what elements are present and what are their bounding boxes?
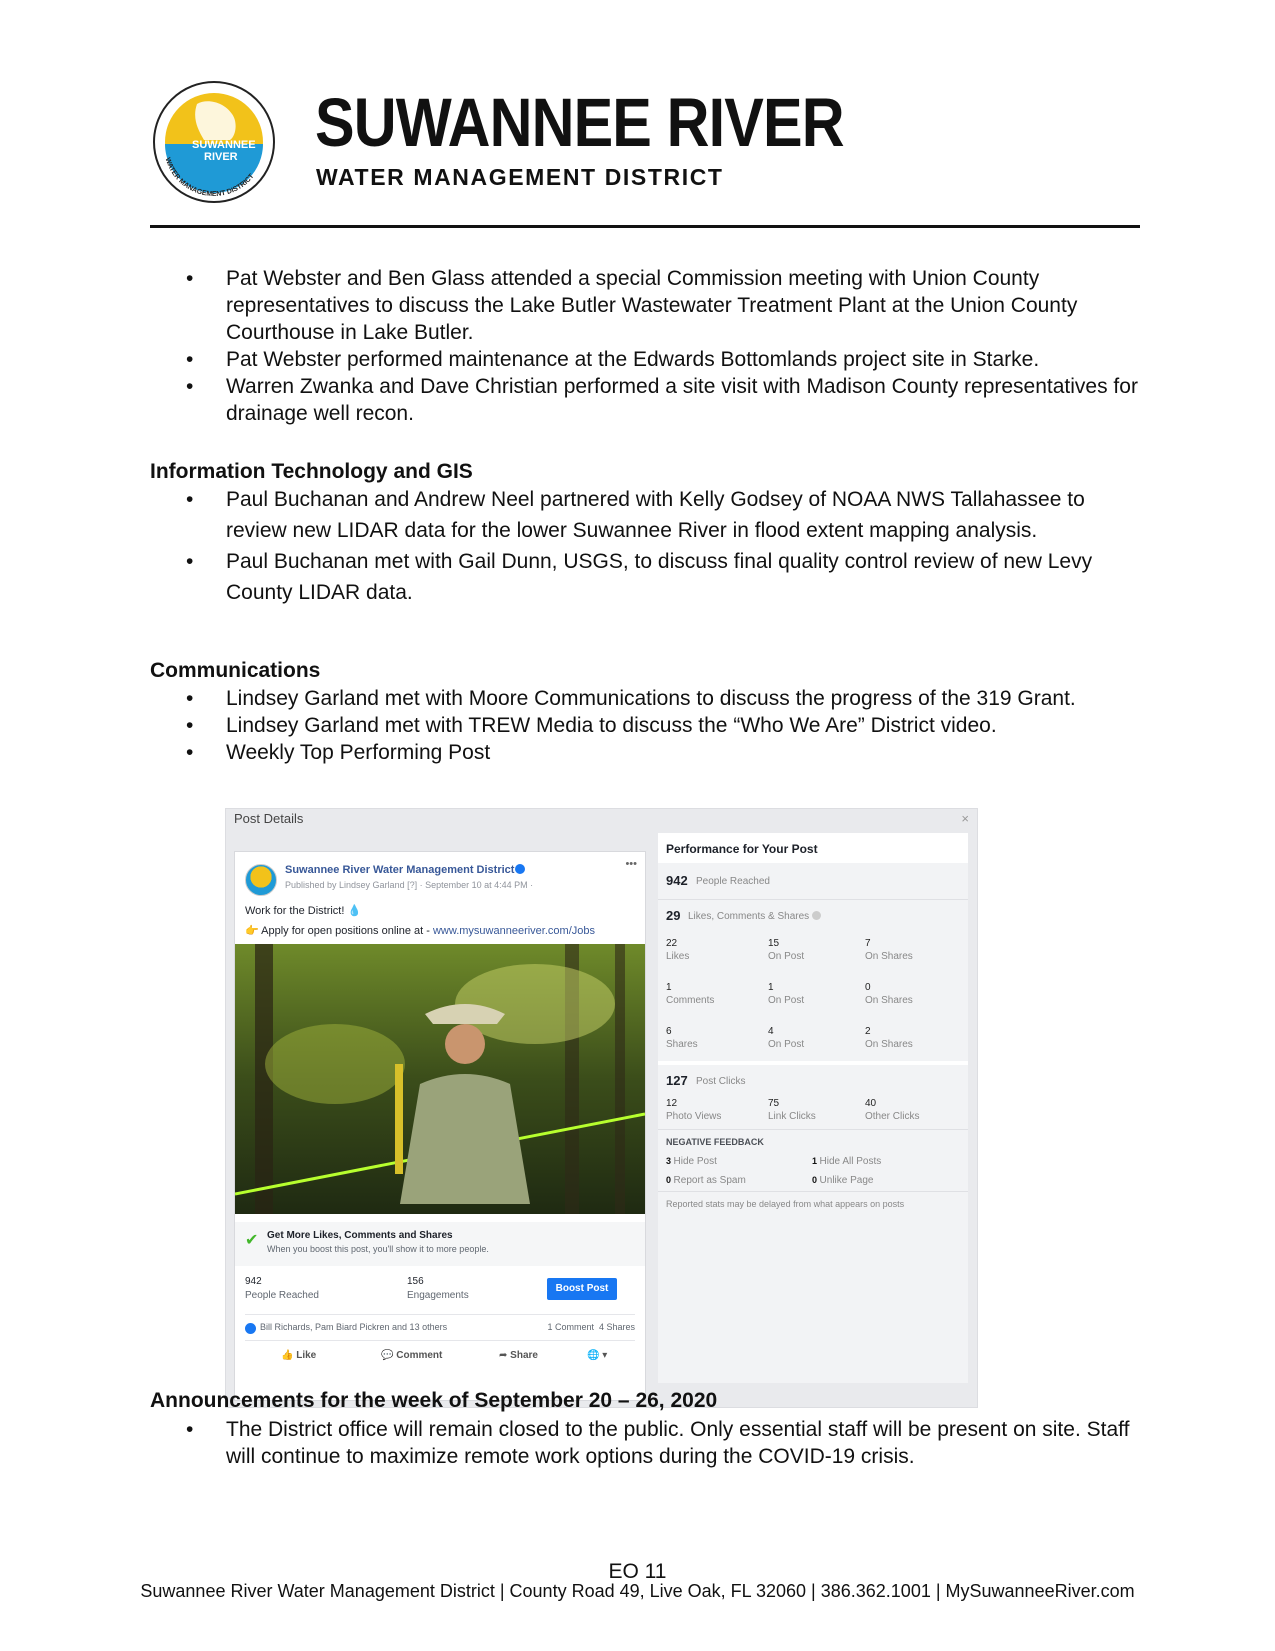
perf-title: Performance for Your Post (666, 842, 818, 856)
engagements-value: 156 (407, 1276, 424, 1287)
boost-subtitle: When you boost this post, you'll show it to more people. (267, 1244, 489, 1254)
comment-button[interactable]: 💬 Comment (381, 1350, 443, 1361)
divider (658, 1129, 968, 1130)
comments-shares-count[interactable]: 1 Comment 4 Shares (547, 1322, 635, 1332)
logo-text-mid: RIVER (204, 151, 238, 163)
like-reaction-icon (245, 1323, 256, 1334)
comm-bullet-list (150, 685, 1140, 766)
boost-post-button[interactable]: Boost Post (547, 1278, 617, 1300)
performance-panel (658, 833, 968, 1383)
boost-title: Get More Likes, Comments and Shares (267, 1230, 453, 1241)
reactions-summary[interactable]: Bill Richards, Pam Biard Pickren and 13 others (260, 1322, 448, 1332)
section-heading-it: Information Technology and GIS (150, 460, 473, 483)
list-item: • The District office will remain closed to the public. Only essential staff will be present on site. Staff will continue to maximize remote work options during the COVID-19 crisis. (150, 1416, 1140, 1470)
likes-on-post-value: 15 (768, 938, 780, 949)
divider (245, 1340, 635, 1341)
divider (658, 899, 968, 900)
post-meta: Published by Lindsey Garland [?] · September 10 at 4:44 PM · (285, 880, 534, 890)
negative-feedback-title: NEGATIVE FEEDBACK (666, 1137, 764, 1147)
like-button[interactable]: 👍 Like (281, 1350, 317, 1361)
other-clicks-label: Other Clicks (865, 1111, 920, 1122)
list-item: • Paul Buchanan and Andrew Neel partnered with Kelly Godsey of NOAA NWS Tallahassee to review new LIDAR data for the lower Suwannee River in flood extent mapping analysis. (150, 484, 1140, 546)
shares-on-post-label: On Post (768, 1039, 805, 1050)
info-icon[interactable] (812, 911, 821, 920)
post-text-line-2 (245, 924, 595, 937)
list-item: • Weekly Top Performing Post (150, 739, 1140, 766)
perf-reached-value: 942 (666, 873, 688, 888)
thumbs-up-icon: 👍 (281, 1350, 294, 1361)
page-name[interactable]: Suwannee River Water Management District (285, 864, 515, 876)
list-item: • Pat Webster and Ben Glass attended a special Commission meeting with Union County representatives to discuss the Lake Butler Wastewater Treatment Plant at the Union County Courthouse in Lake Butler. (150, 265, 1140, 346)
share-icon: ➦ (499, 1350, 508, 1361)
jobs-link[interactable]: www.mysuwanneeriver.com/Jobs (432, 925, 595, 937)
checkmark-icon: ✔ (245, 1232, 259, 1249)
footer-address: Suwannee River Water Management District | County Road 49, Live Oak, FL 32060 | 386.362.1001 | MySuwanneeRiver.com (140, 1581, 1135, 1601)
post-clicks-label: Post Clicks (696, 1076, 746, 1087)
shares-on-shares-label: On Shares (865, 1039, 913, 1050)
chevron-down-icon: ▾ (602, 1350, 608, 1361)
org-name: SUWANNEE RIVER (315, 84, 844, 161)
photo-views-label: Photo Views (666, 1111, 722, 1122)
engagements-label: Engagements (407, 1290, 469, 1301)
district-logo (152, 80, 276, 204)
it-bullet-list (150, 484, 1140, 608)
shares-on-post-value: 4 (768, 1026, 774, 1037)
perf-lcs-value: 29 (666, 908, 681, 923)
link-clicks-label: Link Clicks (768, 1111, 816, 1122)
intro-bullet-list (150, 265, 1140, 427)
shares-value: 6 (666, 1026, 672, 1037)
comments-value: 1 (666, 982, 672, 993)
post-photo[interactable] (235, 944, 645, 1214)
comments-on-shares-value: 0 (865, 982, 871, 993)
boost-prompt (235, 1222, 645, 1266)
likes-on-shares-label: On Shares (865, 951, 913, 962)
report-spam-stat: 0 Report as Spam (666, 1175, 746, 1186)
likes-label: Likes (666, 951, 690, 962)
announce-bullet-list (150, 1416, 1140, 1470)
logo-ring-text: WATER MANAGEMENT DISTRICT (163, 156, 256, 199)
globe-icon: 🌐 (587, 1350, 600, 1361)
verified-icon (515, 864, 525, 874)
section-heading-communications: Communications (150, 659, 321, 682)
post-text-prefix: 👉 Apply for open positions online at - (245, 925, 433, 937)
divider (658, 1191, 968, 1192)
more-icon[interactable]: ••• (625, 858, 637, 870)
unlike-page-stat: 0 Unlike Page (812, 1175, 874, 1186)
list-item: • Warren Zwanka and Dave Christian performed a site visit with Madison County representatives for drainage well recon. (150, 373, 1140, 427)
org-subtitle: WATER MANAGEMENT DISTRICT (316, 164, 724, 190)
photo-views-value: 12 (666, 1098, 678, 1109)
share-button[interactable]: ➦ Share (499, 1350, 538, 1361)
list-item: • Pat Webster performed maintenance at the Edwards Bottomlands project site in Starke. (150, 346, 1140, 373)
perf-reached-label: People Reached (696, 876, 770, 887)
close-icon[interactable]: × (961, 811, 969, 826)
post-card (234, 851, 646, 1401)
stats-note: Reported stats may be delayed from what appears on posts (666, 1199, 905, 1209)
people-reached-value: 942 (245, 1276, 262, 1287)
likes-value: 22 (666, 938, 678, 949)
divider (245, 1314, 635, 1315)
list-item: • Paul Buchanan met with Gail Dunn, USGS, to discuss final quality control review of new Levy County LIDAR data. (150, 546, 1140, 608)
hide-all-posts-stat: 1 Hide All Posts (812, 1156, 882, 1167)
page-number: EO 11 (608, 1560, 667, 1583)
post-text-line-1: Work for the District! 💧 (245, 905, 362, 917)
perf-lcs-label: Likes, Comments & Shares (688, 911, 810, 922)
divider (658, 1061, 968, 1065)
logo-text-top: SUWANNEE (192, 139, 256, 151)
likes-on-post-label: On Post (768, 951, 805, 962)
people-reached-label: People Reached (245, 1290, 319, 1301)
link-clicks-value: 75 (768, 1098, 780, 1109)
comment-icon: 💬 (381, 1350, 394, 1361)
comments-on-post-value: 1 (768, 982, 774, 993)
audience-selector[interactable] (587, 1350, 607, 1361)
page-avatar[interactable] (245, 864, 277, 896)
comments-on-post-label: On Post (768, 995, 805, 1006)
list-item: • Lindsey Garland met with TREW Media to discuss the “Who We Are” District video. (150, 712, 1140, 739)
comments-label: Comments (666, 995, 715, 1006)
post-details-title: Post Details (234, 811, 304, 826)
hide-post-stat: 3 Hide Post (666, 1156, 717, 1167)
post-details-screenshot (225, 808, 978, 1408)
list-item: • Lindsey Garland met with Moore Communications to discuss the progress of the 319 Grant. (150, 685, 1140, 712)
header-divider (150, 225, 1140, 228)
post-clicks-value: 127 (666, 1073, 688, 1088)
comments-on-shares-label: On Shares (865, 995, 913, 1006)
shares-label: Shares (666, 1039, 698, 1050)
other-clicks-value: 40 (865, 1098, 877, 1109)
shares-on-shares-value: 2 (865, 1026, 871, 1037)
likes-on-shares-value: 7 (865, 938, 871, 949)
section-heading-announcements: Announcements for the week of September 20 – 26, 2020 (150, 1389, 718, 1412)
